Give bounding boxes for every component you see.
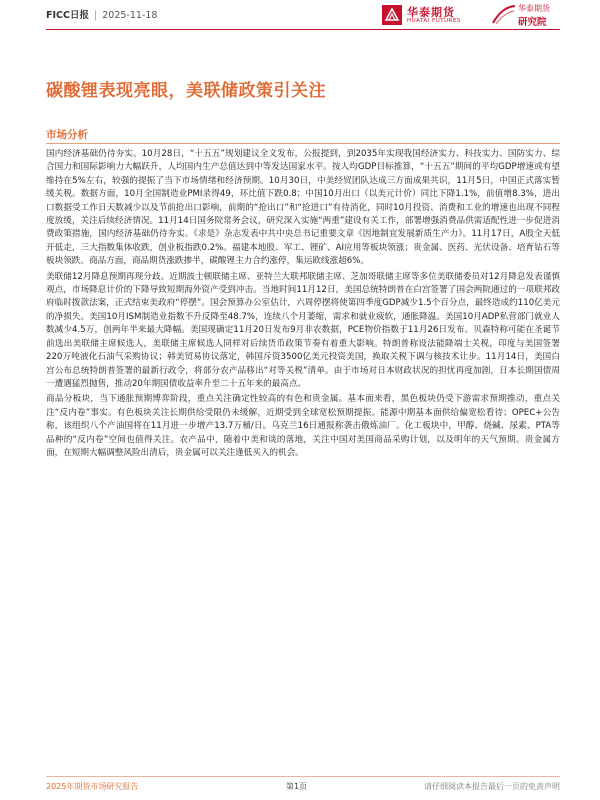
logo-sub-line2: 研究院 [518, 17, 547, 28]
huatai-futures-logo [382, 3, 494, 27]
header-separator: | [94, 10, 98, 21]
footer-divider [46, 776, 560, 777]
paragraph-commodity-sectors: 商品分板块，当下通胀预期博弈阶段，重点关注确定性较高的有色和贵金属。基本面来看，黑色板块仍受下游需求预期推动，重点关注“反内卷”事实。有色板块关注长期供给受限仍未缓解，近期受到全球宽松预期提振。能源中期基本面供给偏宽松看待；OPEC+公告称，该组织八个产油国将在11月进一步增产13.7万桶/日。乌克兰16日通报称袭击俄炼油厂。化工板块中，甲醇、烧碱、尿素、PTA等品种的“反内卷”空间也值得关注。农产品中，随着中美和谈的落地，关注中国对美国商品采购计划，以及明年的天气预期。贵金属方面，在短期大幅调整风险出清后，贵金属可以关注逢低买入的机会。 [46, 394, 560, 458]
logo-main-en: HUATAI FUTURES [407, 18, 461, 24]
report-title: 碳酸锂表现亮眼，美联储政策引关注 [46, 81, 326, 101]
report-kind: FICC日报 [46, 10, 89, 21]
market-analysis-body [46, 148, 560, 462]
header-divider [46, 29, 560, 30]
report-meta [46, 7, 157, 21]
disclaimer-notice: 请仔细阅读本报告最后一页的免责声明 [424, 782, 560, 791]
report-date: 2025-11-18 [102, 10, 158, 21]
page-number: 第1页 [286, 782, 308, 791]
huatai-mark-icon [382, 5, 402, 25]
footer-report-name: 2025年期货市场研究报告 [46, 782, 139, 791]
logo-sub-line1: 华泰期货 [518, 4, 550, 13]
paragraph-fed-policy: 美联储12月降息预期再现分歧。近期波士顿联储主席、亚特兰大联邦联储主席、芝加哥联储主席等多位美联储委员对12月降息发表谨慎观点，市场降息计价的下降导致短期海外资产受到冲击。当地时间11月12日，美国总统特朗普在白宫签署了国会两院通过的一项联邦政府临时拨款法案，正式结束美政府“停摆”。国会预算办公室估计，六周停摆将使第四季度GDP减少1.5个百分点，最终造成约110亿美元的净损失。美国10月ISM制造业指数不升反降至48.7%，连续八个月萎缩，需求和就业疲软，通胀降温。美国10月ADP私营部门就业人数减少4.5万，创两年半来最大降幅。美国现确定11月20日发布9月非农数据，PCE物价指数于11月26日发布。贝森特称可能在圣诞节前选出美联储主席候选人，美联储主席候选人同样对后续货币政策节奏有着重大影响。特朗普称设法能降端士关税，印度与美国签署220万吨液化石油气采购协议；韩美贸易协议落定，韩国斥资3500亿美元投资美国，换取关税下调与核技术让步。11月14日，美国白宫公布总统特朗普签署的最新行政令，将部分农产品移出“对等关税”清单。由于市场对日本财政状况的担忧再度加剧，日本长期国债周一遭遇猛烈抛售，推动20年期国债收益率升至二十五年来的最高点。 [46, 271, 560, 389]
research-institute-logo [492, 2, 562, 28]
paragraph-domestic-economy: 国内经济基础仍待夯实。10月28日，“十五五”规划建议全文发布，公报提到，到2035年实现我国经济实力、科技实力、国防实力、综合国力和国际影响力大幅跃升，人均国内生产总值达到中等发达国家水平。按人均GDP目标推算，“十五五”期间的平均GDP增速或有望维持在5%左右，较强的提振了当下市场情绪和经济预期。10月30日，中美经贸团队达成三方面成果共识，11月5日，中国正式落实暂缓关税。数据方面，10月全国制造业PMI录得49，环比值下跌0.8；中国10月出口（以美元计价）同比下降1.1%，前值增8.3%，进出口数据受工作日天数减少以及节前抢出口影响，前期的“抢出口”和“抢进口”有待消化，同时10月投资、消费和工业的增速也出现不同程度放缓，关注后续经济情况。11月14日国务院常务会议，研究深入实施“两重”建设有关工作，部署增强消费品供需适配性进一步促进消费政策措施，国内经济基础仍待夯实。《求是》杂志发表中共中央总书记重要文章《因地制宜发展新质生产力》。11月17日，A股全天低开低走，三大指数集体收跌，创业板指跌0.2%。福建本地股、军工、锂矿、AI应用等板块领涨；贵金属、医药、光伏设备、培育钻石等板块领跌。商品方面，商品期货涨跌掺半，碳酸锂主力合约涨停，集运欧线涨超6%。 [46, 149, 560, 267]
section-divider [46, 143, 560, 144]
logo-main-cn: 华泰期货 [407, 6, 455, 19]
section-heading: 市场分析 [46, 129, 88, 141]
research-swoosh-icon [492, 4, 516, 26]
page-header [0, 0, 600, 30]
